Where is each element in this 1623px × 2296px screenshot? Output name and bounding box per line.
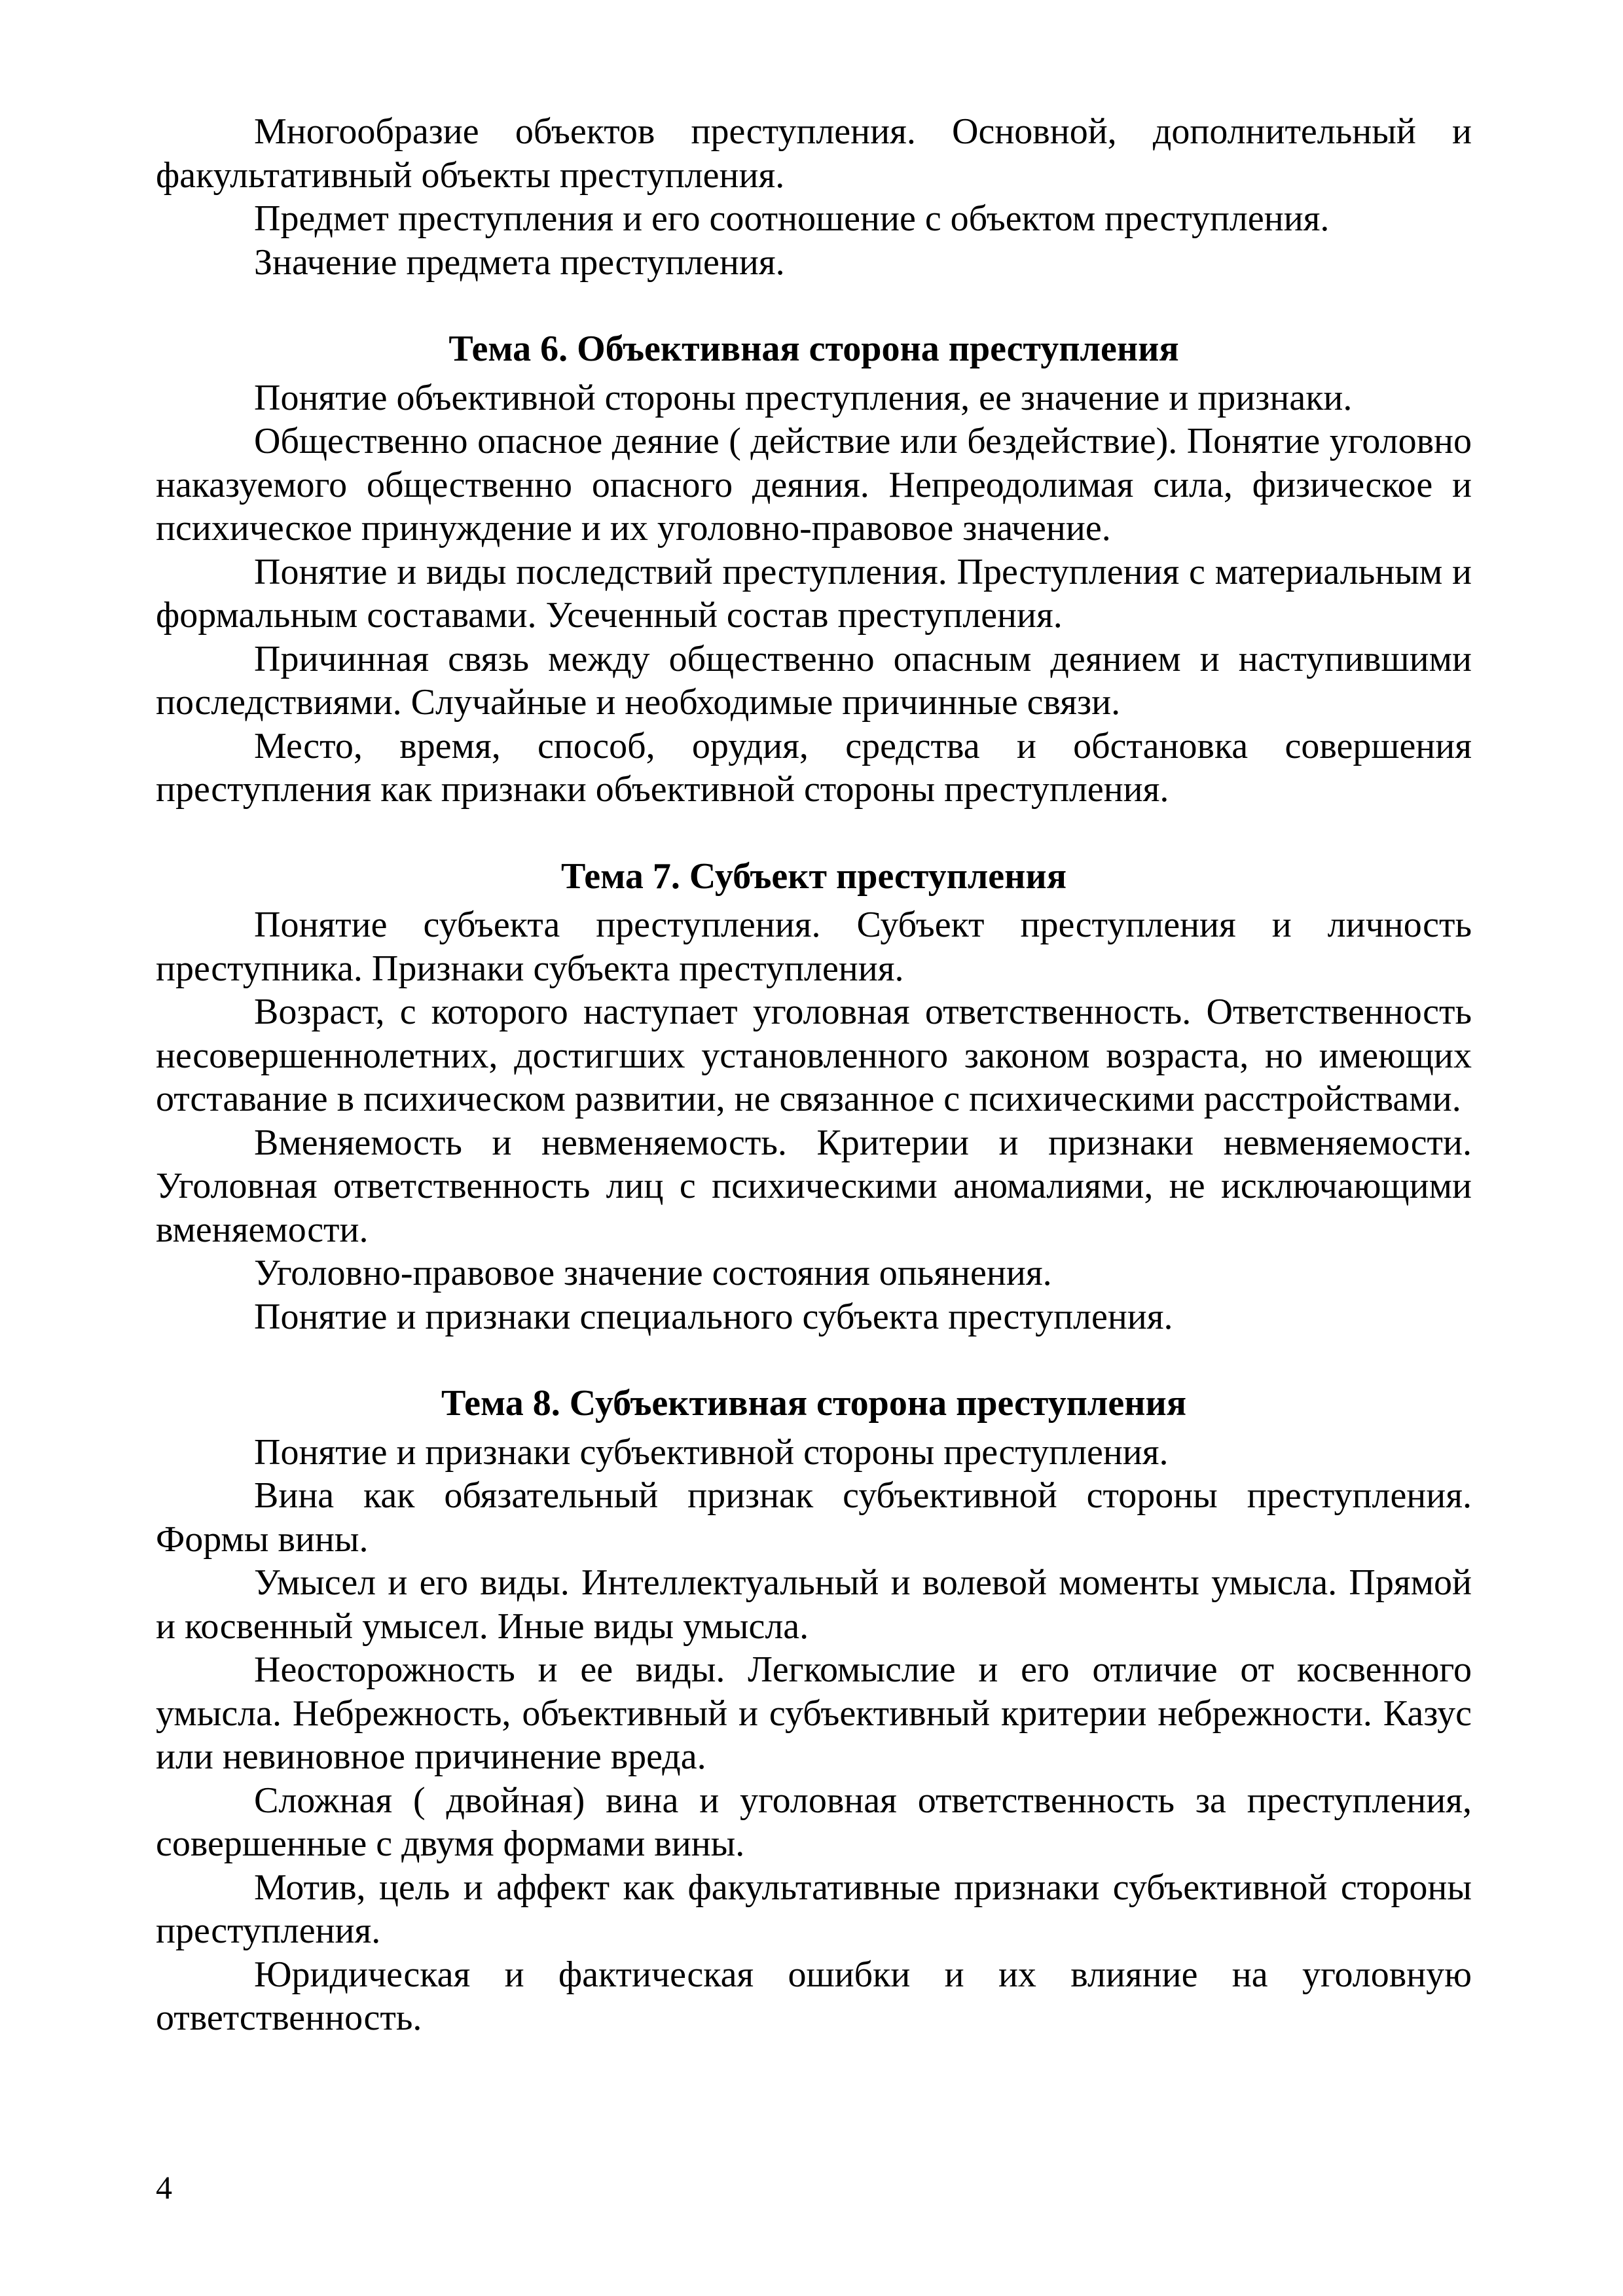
paragraph: Уголовно-правовое значение состояния опьянения. <box>254 1253 1052 1293</box>
paragraph: Мотив, цель и аффект как факультативные признаки субъективной стороны преступления. <box>156 1867 1472 1951</box>
paragraph: Неосторожность и ее виды. Легкомыслие и его отличие от косвенного умысла. Небрежность, объективный и субъективный критерии небрежности. Казус или невиновное причинение вреда. <box>156 1649 1472 1777</box>
intro-block <box>156 110 1472 284</box>
paragraph: Понятие и признаки специального субъекта преступления. <box>254 1296 1173 1337</box>
paragraph: Вина как обязательный признак субъективной стороны преступления. Формы вины. <box>156 1475 1472 1560</box>
paragraph: Место, время, способ, орудия, средства и обстановка совершения преступления как признаки объективной стороны преступления. <box>156 725 1472 810</box>
section-topic-7 <box>156 855 1472 1339</box>
section-topic-8 <box>156 1382 1472 2040</box>
paragraph: Понятие и виды последствий преступления. Преступления с материальным и формальным составами. Усеченный состав преступления. <box>156 551 1472 636</box>
paragraph: Вменяемость и невменяемость. Критерии и признаки невменяемости. Уголовная ответственность лиц с психическими аномалиями, не исключающими вменяемости. <box>156 1122 1472 1250</box>
paragraph: Понятие объективной стороны преступления, ее значение и признаки. <box>254 377 1353 418</box>
document-page <box>156 110 1472 2040</box>
section-heading: Тема 6. Объективная сторона преступления <box>448 329 1179 369</box>
paragraph: Возраст, с которого наступает уголовная ответственность. Ответственность несовершеннолетних, достигших установленного законом возраста, но имеющих отставание в психическом развитии, не связанное с психическими расстройствами. <box>156 992 1472 1119</box>
paragraph: Юридическая и фактическая ошибки и их влияние на уголовную ответственность. <box>156 1954 1472 2038</box>
paragraph: Многообразие объектов преступления. Основной, дополнительный и факультативный объекты преступления. <box>156 111 1472 196</box>
section-topic-6 <box>156 327 1472 812</box>
section-heading: Тема 7. Субъект преступления <box>561 855 1067 897</box>
paragraph: Значение предмета преступления. <box>254 242 785 283</box>
paragraph: Понятие и признаки субъективной стороны преступления. <box>254 1431 1169 1473</box>
paragraph: Предмет преступления и его соотношение с объектом преступления. <box>254 198 1330 239</box>
paragraph: Умысел и его виды. Интеллектуальный и волевой моменты умысла. Прямой и косвенный умысел. Иные виды умысла. <box>156 1562 1472 1647</box>
paragraph: Понятие субъекта преступления. Субъект преступления и личность преступника. Признаки субъекта преступления. <box>156 905 1472 989</box>
paragraph: Сложная ( двойная) вина и уголовная ответственность за преступления, совершенные с двумя формами вины. <box>156 1780 1472 1864</box>
page-number: 4 <box>156 2169 172 2206</box>
paragraph: Общественно опасное деяние ( действие или бездействие). Понятие уголовно наказуемого общественно опасного деяния. Непреодолимая сила, физическое и психическое принуждение и их уголовно-правовое значение. <box>156 421 1472 548</box>
section-heading: Тема 8. Субъективная сторона преступления <box>441 1383 1187 1424</box>
paragraph: Причинная связь между общественно опасным деянием и наступившими последствиями. Случайные и необходимые причинные связи. <box>156 638 1472 723</box>
